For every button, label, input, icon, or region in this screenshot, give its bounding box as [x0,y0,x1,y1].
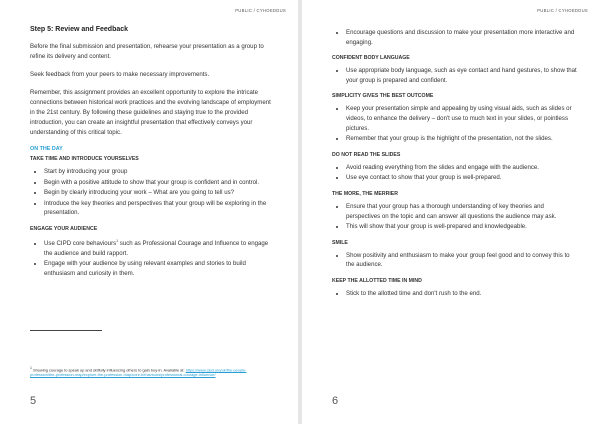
paragraph: Before the final submission and presentation, rehearse your presentation as a group to refine its delivery and content. [30,43,264,60]
footnote [30,366,260,377]
on-the-day-heading: ON THE DAY [30,146,63,152]
page-header: PUBLIC / CYHOEDDUS [235,8,286,13]
section-title: TAKE TIME AND INTRODUCE YOURSELVES [30,156,139,162]
footnote-link[interactable]: https://www.cipd.org/uk/the-people-profession/the-profession-map/explore-the-profession-map/core-behaviours/professional-courage-influence/ [30,367,247,378]
footnote-number: 1 [30,366,32,370]
list-item: • Keep your presentation simple and appealing by using visual aids, such as slides or videos, to enhance the delivery – don't use to much text in your slides, or pointless pictures. [346,104,578,133]
bullet-list [332,104,578,143]
list-item-text: such as Professional Courage and Influence to engage the audience and build rapport. [44,240,269,257]
list-item-text: Use CIPD core behaviours [44,240,117,247]
list-item: • Ensure that your group has a thorough understanding of key theories and perspectives on the topic and can answer all questions the audience may ask. [346,202,578,221]
bullet-list [30,237,276,278]
section-title: DO NOT READ THE SLIDES [332,151,401,158]
bullet-list [332,28,578,47]
page-header: PUBLIC / CYHOEDDUS [537,8,588,13]
section-title: CONFIDENT BODY LANGUAGE [332,55,410,62]
section-title: THE MORE, THE MERRIER [332,190,398,197]
section-title: KEEP THE ALLOTTED TIME IN MIND [332,277,422,284]
page-content [332,28,578,307]
paragraph: Seek feedback from your peers to make necessary improvements. [30,71,210,78]
list-item: • Avoid reading everything from the slides and engage with the audience. [346,163,578,173]
list-item: • Remember that your group is the highlight of the presentation, not the slides. [346,134,578,144]
list-item: • Encourage questions and discussion to make your presentation more interactive and engaging. [346,28,578,47]
section-title: ENGAGE YOUR AUDIENCE [30,225,98,232]
section-title: SMILE [332,239,348,246]
list-item: • This will show that your group is well-prepared and knowledgeable. [346,222,578,232]
list-item: • Begin with a positive attitude to show that your group is confident and in control. [44,178,276,188]
footnote-divider [30,330,102,331]
list-item [44,237,276,258]
list-item: • Introduce the key theories and perspectives that your group will be exploring in the presentation. [44,199,276,218]
step-heading: Step 5: Review and Feedback [30,26,129,33]
bullet-list [332,251,578,270]
page-5 [0,0,298,424]
bullet-list [332,163,578,183]
list-item: • Stick to the allotted time and don't rush to the end. [346,289,578,299]
page-number: 6 [332,395,339,407]
list-item: • Use eye contact to show that your group is well-prepared. [346,173,578,183]
section-title: SIMPLICITY GIVES THE BEST OUTCOME [332,93,434,100]
page-6 [302,0,600,424]
page-content [30,26,276,286]
bullet-list [332,202,578,232]
list-item: • Begin by clearly introducing your work – What are you going to tell us? [44,188,276,198]
list-item: • Show positivity and enthusiasm to make your group feel good and to convey this to the audience. [346,251,578,270]
paragraph: Remember, this assignment provides an excellent opportunity to explore the intricate connections between historical work practices and the evolving landscape of employment in the 21st century. By following these guidelines and staying true to the provided introduction, you can create an insightful presentation that effectively conveys your understanding of this critical topic. [30,89,271,136]
list-item: • Engage with your audience by using relevant examples and stories to build enthusiasm and curiosity in them. [44,259,276,278]
bullet-list [332,66,578,85]
list-item: • Start by introducing your group [44,167,276,177]
footnote-text: Showing courage to speak up and skilfully influencing others to gain buy-in. Available at: [33,367,185,373]
bullet-list [30,167,276,218]
footnote-ref: 1 [116,238,119,243]
list-item: • Use appropriate body language, such as eye contact and hand gestures, to show that your group is prepared and confident. [346,66,578,85]
page-number: 5 [30,395,37,407]
bullet-list [332,289,578,299]
